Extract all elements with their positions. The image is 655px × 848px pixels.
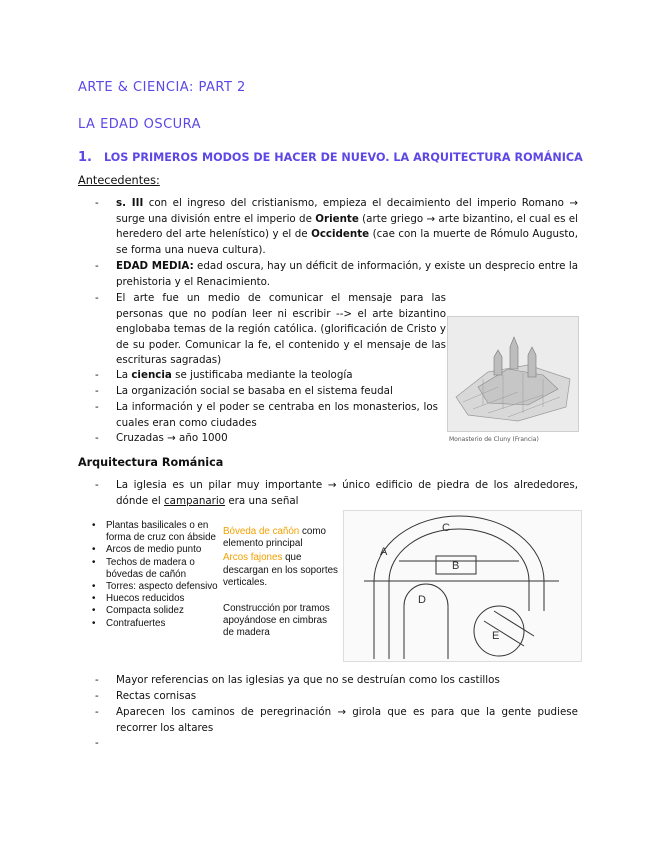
list-item: • Arcos de medio punto <box>92 544 220 556</box>
diagram-label: E <box>492 630 500 642</box>
list-item: • Huecos reducidos <box>92 593 220 605</box>
page-subtitle: LA EDAD OSCURA <box>78 117 202 132</box>
section-title: LOS PRIMEROS MODOS DE HACER DE NUEVO. LA ARQUITECTURA ROMÁNICA <box>103 151 583 164</box>
diagram-label: D <box>418 594 426 606</box>
list-item: • Compacta solidez <box>92 605 220 617</box>
features-list <box>92 520 220 630</box>
bold-term: Oriente <box>315 212 359 225</box>
subsection-heading: Arquitectura Románica <box>78 456 224 469</box>
diagram-label: A <box>380 546 388 558</box>
bold-term: s. III <box>116 197 144 209</box>
bold-term: EDAD MEDIA: <box>116 260 194 272</box>
diagram-label: C <box>442 522 450 534</box>
page-title: ARTE & CIENCIA: PART 2 <box>78 80 246 95</box>
vault-notes: Bóveda de cañón como elemento principal Arcos fajones que descargan en los soportes verticales. Construcción por tramos apoyándose en cimbras de madera <box>223 526 338 639</box>
bold-term: Occidente <box>311 228 370 241</box>
figure-caption: Monasterio de Cluny (Francia) <box>449 436 539 443</box>
monastery-illustration <box>447 316 579 432</box>
section-number: 1. <box>78 150 92 165</box>
antecedentes-label: Antecedentes: <box>78 174 160 187</box>
list-item: • Contrafuertes <box>92 618 220 630</box>
document-page: ARTE & CIENCIA: PART 2 LA EDAD OSCURA 1. LOS PRIMEROS MODOS DE HACER DE NUEVO. LA ARQUITECTURA ROMÁNICA Antecedentes: - s. III con el ingreso del cristianismo, empieza el decaimiento del imperio Romano → surge una división entre el imperio de Oriente (arte griego → arte bizantino, el cual es el heredero del arte helenístico) y el de Occidente (cae con la muerte de Rómulo Augusto, se forma una nueva cultura). - EDAD MEDIA: edad oscura, hay un déficit de información, y existe un desprecio entre la prehistoria y el Renacimiento. - El arte fue un medio de comunicar el mensaje para las personas que no podían leer ni escribir --> el arte bizantino englobaba temas de la región católica. (glorificación de Cristo y de su poder. Comunicar la fe, el contenido y el mensaje de las escrituras sagradas) - La ciencia se justificaba mediante la teología - La organización social se basaba en el sistema feudal - La información y el poder se centraba en los monasterios, los cuales eran como ciudades - Cruzadas → año 1000 Monasterio de Cluny (Francia) Arquitectura Románica - La iglesia es un pilar muy importante → único edificio de piedra de los alrededores, dónde el campanario era una señal • Plantas basilicales o en forma de cruz con ábside • Arcos de medio punto • Techos de madera o bóvedas de cañón • Torres: aspecto defensivo • Huecos reducidos • Compacta solidez • Contrafuertes Bóveda de cañón como elemento principal Arcos fajones que descargan en los soportes verticales. Construcción por tramos apoyándose en cimbras de madera A B C D E - Mayor referencias on las iglesias ya que no se destruían como los castillos - Rectas cornisas - Aparecen los caminos de peregrinación → girola que es para que la gente pudiese recorrer los altares - <box>0 0 655 848</box>
list-item: • Plantas basilicales o en forma de cruz con ábside <box>92 520 220 544</box>
list-item: • Techos de madera o bóvedas de cañón <box>92 557 220 581</box>
underlined-term: campanario <box>163 494 226 507</box>
barrel-vault-diagram <box>343 510 582 662</box>
list-item: • Torres: aspecto defensivo <box>92 581 220 593</box>
bullet-dash: - <box>95 197 99 209</box>
section-heading <box>78 150 583 165</box>
diagram-label: B <box>452 560 460 572</box>
